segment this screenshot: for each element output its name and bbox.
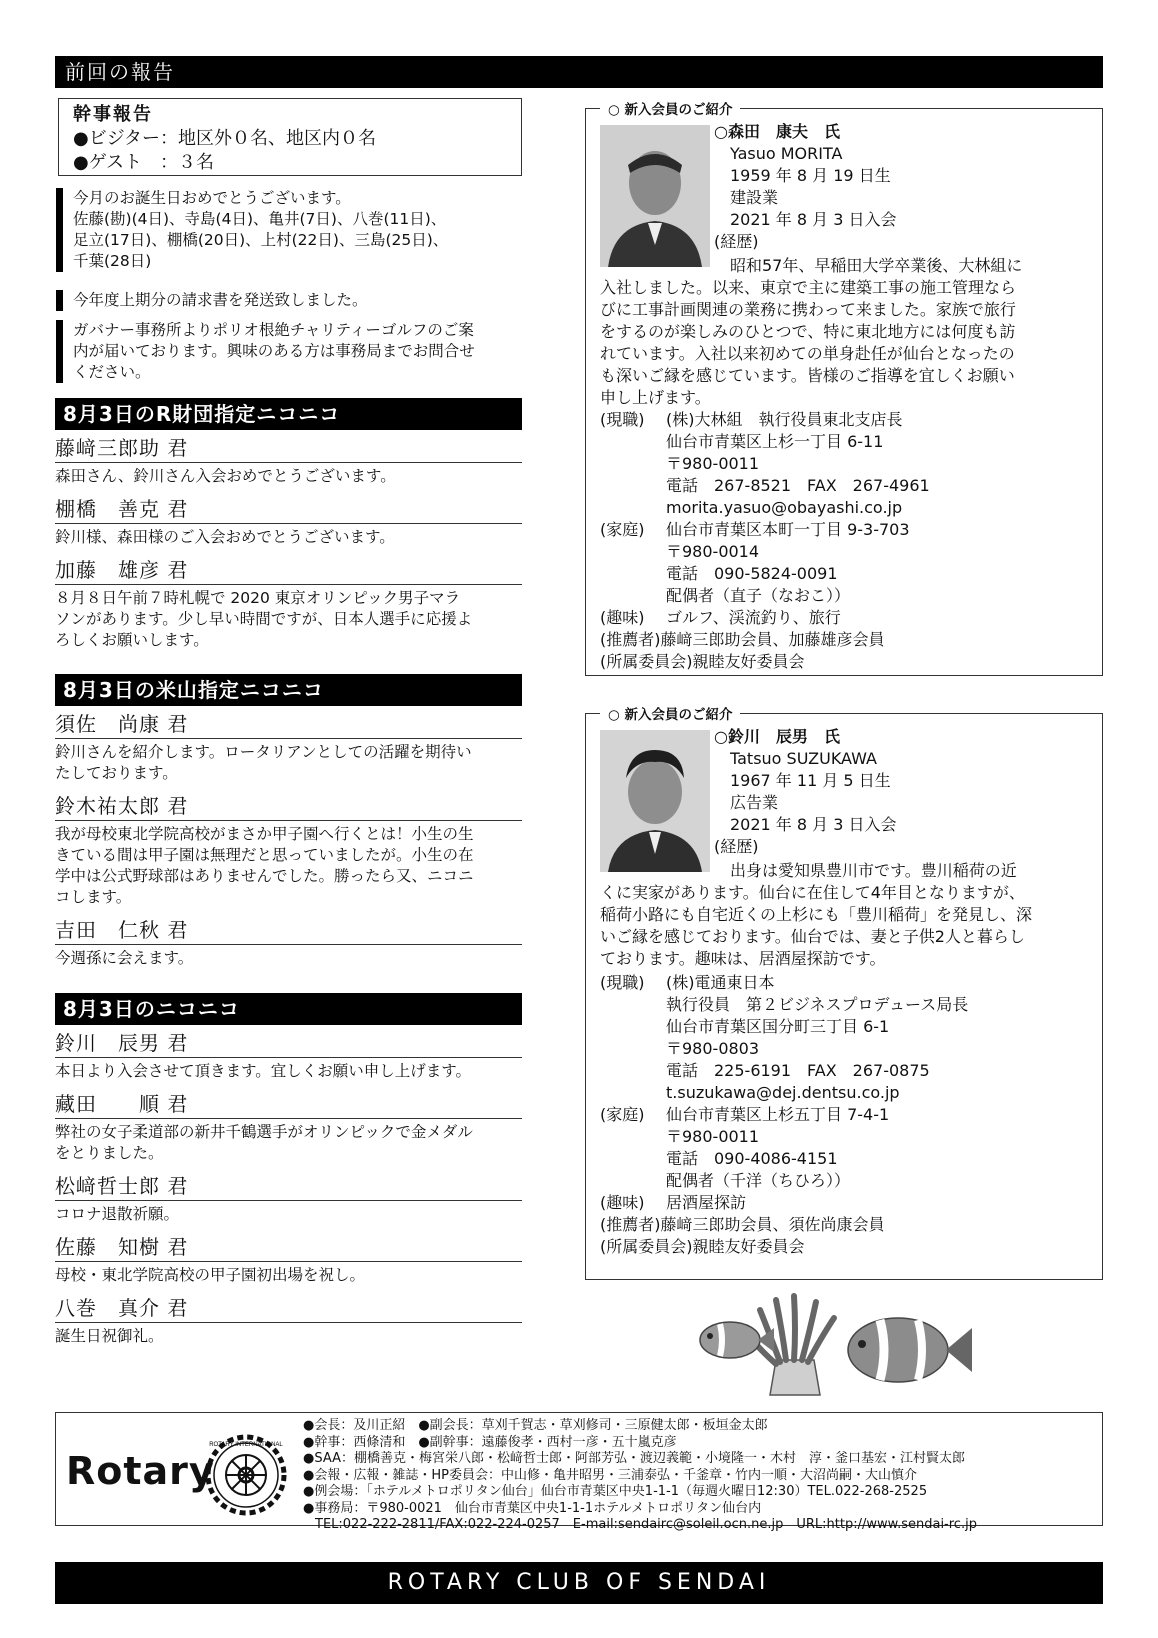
member-join-date: 2021 年 8 月 3 日入会 xyxy=(730,815,897,834)
niko-message: 誕生日祝御礼。 xyxy=(55,1327,164,1345)
rotary-logo-text: Rotary xyxy=(66,1449,215,1493)
invoice-note xyxy=(56,290,522,311)
golf-note xyxy=(56,320,522,383)
note-line: 今月のお誕生日おめでとうございます。 xyxy=(73,189,351,207)
officers-line: ●会長：及川正紹 ●副会長：草刈千賀志・草刈修司・三原健太郎・板垣金太郎 xyxy=(303,1418,768,1433)
niko-name: 松﨑哲士郎 君 xyxy=(55,1172,522,1201)
note-line: ガバナー事務所よりポリオ根絶チャリティーゴルフのご案 xyxy=(73,321,474,339)
guest-line: ●ゲスト ：３名 xyxy=(73,152,214,173)
seal-text: ROTARY INTERNATIONAL xyxy=(209,1442,283,1448)
anemone-icon xyxy=(748,1296,834,1395)
niko-title: 8月3日の米山指定ニコニコ xyxy=(55,674,522,706)
niko-section-general xyxy=(55,993,522,1349)
note-line: 足立(17日)、棚橋(20日)、上村(22日)、三島(25日)、 xyxy=(73,231,449,249)
niko-name: 鈴川 辰男 君 xyxy=(55,1029,522,1058)
secretary-report xyxy=(58,98,522,176)
large-fish-icon xyxy=(848,1318,972,1382)
niko-title: 8月3日のニコニコ xyxy=(55,993,522,1025)
niko-name: 棚橋 善克 君 xyxy=(55,495,522,524)
niko-name: 吉田 仁秋 君 xyxy=(55,916,522,945)
secretary-line: ●幹事：西條清和 ●副幹事：遠藤俊孝・西村一彦・五十嵐克彦 xyxy=(303,1434,677,1450)
niko-name: 藤﨑三郎助 君 xyxy=(55,434,522,463)
visitor-line: ●ビジター：地区外０名、地区内０名 xyxy=(73,128,376,149)
note-line: ください。 xyxy=(73,363,151,381)
niko-section-yoneyama xyxy=(55,674,522,971)
rotary-wheel-icon xyxy=(204,1433,288,1517)
niko-message: 今週孫に会えます。 xyxy=(55,949,194,967)
niko-message: 鈴川様、森田様のご入会おめでとうございます。 xyxy=(55,528,395,546)
saa-line: ●SAA：棚橋善克・梅宮栄八郎・松﨑哲士郎・阿部芳弘・渡辺義範・小境隆一・木村 淳・釜口基宏・江村賢太郎 xyxy=(303,1451,965,1466)
niko-name: 藏田 順 君 xyxy=(55,1090,522,1119)
office-line: ●事務局：〒980-0021 仙台市青葉区中央1-1-1ホテルメトロポリタン仙台内 xyxy=(303,1500,762,1516)
niko-message: コロナ退散祈願。 xyxy=(55,1205,180,1223)
niko-name: 加藤 雄彦 君 xyxy=(55,556,522,585)
niko-message: 我が母校東北学院高校がまさか甲子園へ行くとは！小生の生 きている間は甲子園は無理だと思っていましたが。小生の在 学中は公式野球部はありませんでした。勝ったら又、ニコニ コします。 xyxy=(55,825,474,906)
career-label: (経歴) xyxy=(714,837,759,856)
member-career: 昭和57年、早稲田大学卒業後、大林組に 入社しました。以来、東京で主に建築工事の施工管理なら びに工事計画関連の業務に携わって来ました。家族で旅行 をするのが楽しみのひとつで、特に東北地方には何度も訪 れています。入社以来初めての単身赴任が仙台となったの も深いご縁を感じています。皆様のご指導を宜しくお願い 申し上げます。 xyxy=(600,256,1023,407)
committee-line: ●会報・広報・雑誌・HP委員会：中山修・亀井昭男・三浦泰弘・千釜章・竹内一順・大沼尚嗣・大山慎介 xyxy=(303,1467,917,1483)
note-line: 内が届いております。興味のある方は事務局までお問合せ xyxy=(73,342,475,360)
clownfish-illustration-icon xyxy=(690,1290,990,1400)
member-join-date: 2021 年 8 月 3 日入会 xyxy=(730,210,897,229)
member-photo xyxy=(600,125,710,267)
club-name-bar: ROTARY CLUB OF SENDAI xyxy=(55,1562,1103,1604)
member-card-header: ○ 新入会員のご紹介 xyxy=(600,98,740,118)
section-title: 前回の報告 xyxy=(55,56,1103,88)
niko-message: 本日より入会させて頂きます。宜しくお願い申し上げます。 xyxy=(55,1062,472,1080)
member-name: ○鈴川 辰男 氏 xyxy=(714,727,840,746)
birthday-note xyxy=(56,188,522,272)
niko-name: 佐藤 知樹 君 xyxy=(55,1233,522,1262)
member-info xyxy=(714,726,1094,858)
niko-name: 八巻 真介 君 xyxy=(55,1294,522,1323)
member-card-header: ○ 新入会員のご紹介 xyxy=(600,703,740,723)
venue-line: ●例会場：「ホテルメトロポリタン仙台」仙台市青葉区中央1-1-1（毎週火曜日12:30）TEL.022-268-2525 xyxy=(303,1484,928,1499)
footer-lines xyxy=(303,1418,1098,1534)
footer-info xyxy=(55,1412,1103,1532)
member-card-suzukawa xyxy=(585,707,1103,1280)
niko-name: 須佐 尚康 君 xyxy=(55,710,522,739)
secretary-title: 幹事報告 xyxy=(73,104,153,125)
portrait-icon xyxy=(600,125,710,267)
member-birth: 1967 年 11 月 5 日生 xyxy=(730,771,891,790)
note-line: 佐藤(勘)(4日)、寺島(4日)、亀井(7日)、八巻(11日)、 xyxy=(73,210,447,228)
member-birth: 1959 年 8 月 19 日生 xyxy=(730,166,891,185)
niko-message: 鈴川さんを紹介します。ロータリアンとしての活躍を期待い たしております。 xyxy=(55,743,472,782)
member-romaji: Yasuo MORITA xyxy=(730,144,843,163)
member-industry: 建設業 xyxy=(730,188,779,207)
niko-message: 母校・東北学院高校の甲子園初出場を祝し。 xyxy=(55,1266,366,1284)
member-romaji: Tatsuo SUZUKAWA xyxy=(730,749,877,768)
contact-line: TEL:022-222-2811/FAX:022-224-0257 E-mail:sendairc@soleil.ocn.ne.jp URL:http://www.sendai-rc.jp xyxy=(315,1517,977,1532)
career-label: (経歴) xyxy=(714,232,759,251)
member-name: ○森田 康夫 氏 xyxy=(714,122,840,141)
member-photo xyxy=(600,730,710,872)
niko-section-r-foundation xyxy=(55,398,522,653)
member-details: (現職) (株)電通東日本 執行役員 第２ビジネスプロデュース局長 仙台市青葉区国分町三丁目 6-1 〒980-0803 電話 225-6191 FAX 267-0875 t.suzukawa@dej.dentsu.co.jp (家庭) 仙台市青葉区上杉五丁目 7-4-1 〒980-0011 電話 090-4086-4151 配偶者（千洋（ちひろ）） (趣味) 居酒屋探訪 (推薦者) 藤﨑三郎助会員、須佐尚康会員 (所属委員会) 親睦友好委員会 xyxy=(600,973,969,1256)
niko-message: ８月８日午前７時札幌で 2020 東京オリンピック男子マラ ソンがあります。少し早い時間ですが、日本人選手に応援よ ろしくお願いします。 xyxy=(55,589,473,649)
note-line: 今年度上期分の請求書を発送致しました。 xyxy=(73,291,368,309)
member-industry: 広告業 xyxy=(730,793,779,812)
niko-name: 鈴木祐太郎 君 xyxy=(55,792,522,821)
portrait-icon xyxy=(600,730,710,872)
niko-message: 弊社の女子柔道部の新井千鶴選手がオリンピックで金メダル をとりました。 xyxy=(55,1123,473,1162)
niko-title: 8月3日のR財団指定ニコニコ xyxy=(55,398,522,430)
member-details: (現職) (株)大林組 執行役員東北支店長 仙台市青葉区上杉一丁目 6-11 〒980-0011 電話 267-8521 FAX 267-4961 morita.yasuo@obayashi.co.jp (家庭) 仙台市青葉区本町一丁目 9-3-703 〒980-0014 電話 090-5824-0091 配偶者（直子（なおこ）） (趣味) ゴルフ、渓流釣り、旅行 (推薦者) 藤﨑三郎助会員、加藤雄彦会員 (所属委員会) 親睦友好委員会 xyxy=(600,410,930,671)
niko-message: 森田さん、鈴川さん入会おめでとうございます。 xyxy=(55,467,396,485)
member-card-morita xyxy=(585,102,1103,676)
member-info xyxy=(714,121,1094,253)
note-line: 千葉(28日) xyxy=(73,252,152,270)
member-career: 出身は愛知県豊川市です。豊川稲荷の近 くに実家があります。仙台に在住して4年目となりますが、 稲荷小路にも自宅近くの上杉にも「豊川稲荷」を発見し、深 いご縁を感じております。仙台では、妻と子供2人と暮らし ております。趣味は、居酒屋探訪です。 xyxy=(600,861,1033,968)
